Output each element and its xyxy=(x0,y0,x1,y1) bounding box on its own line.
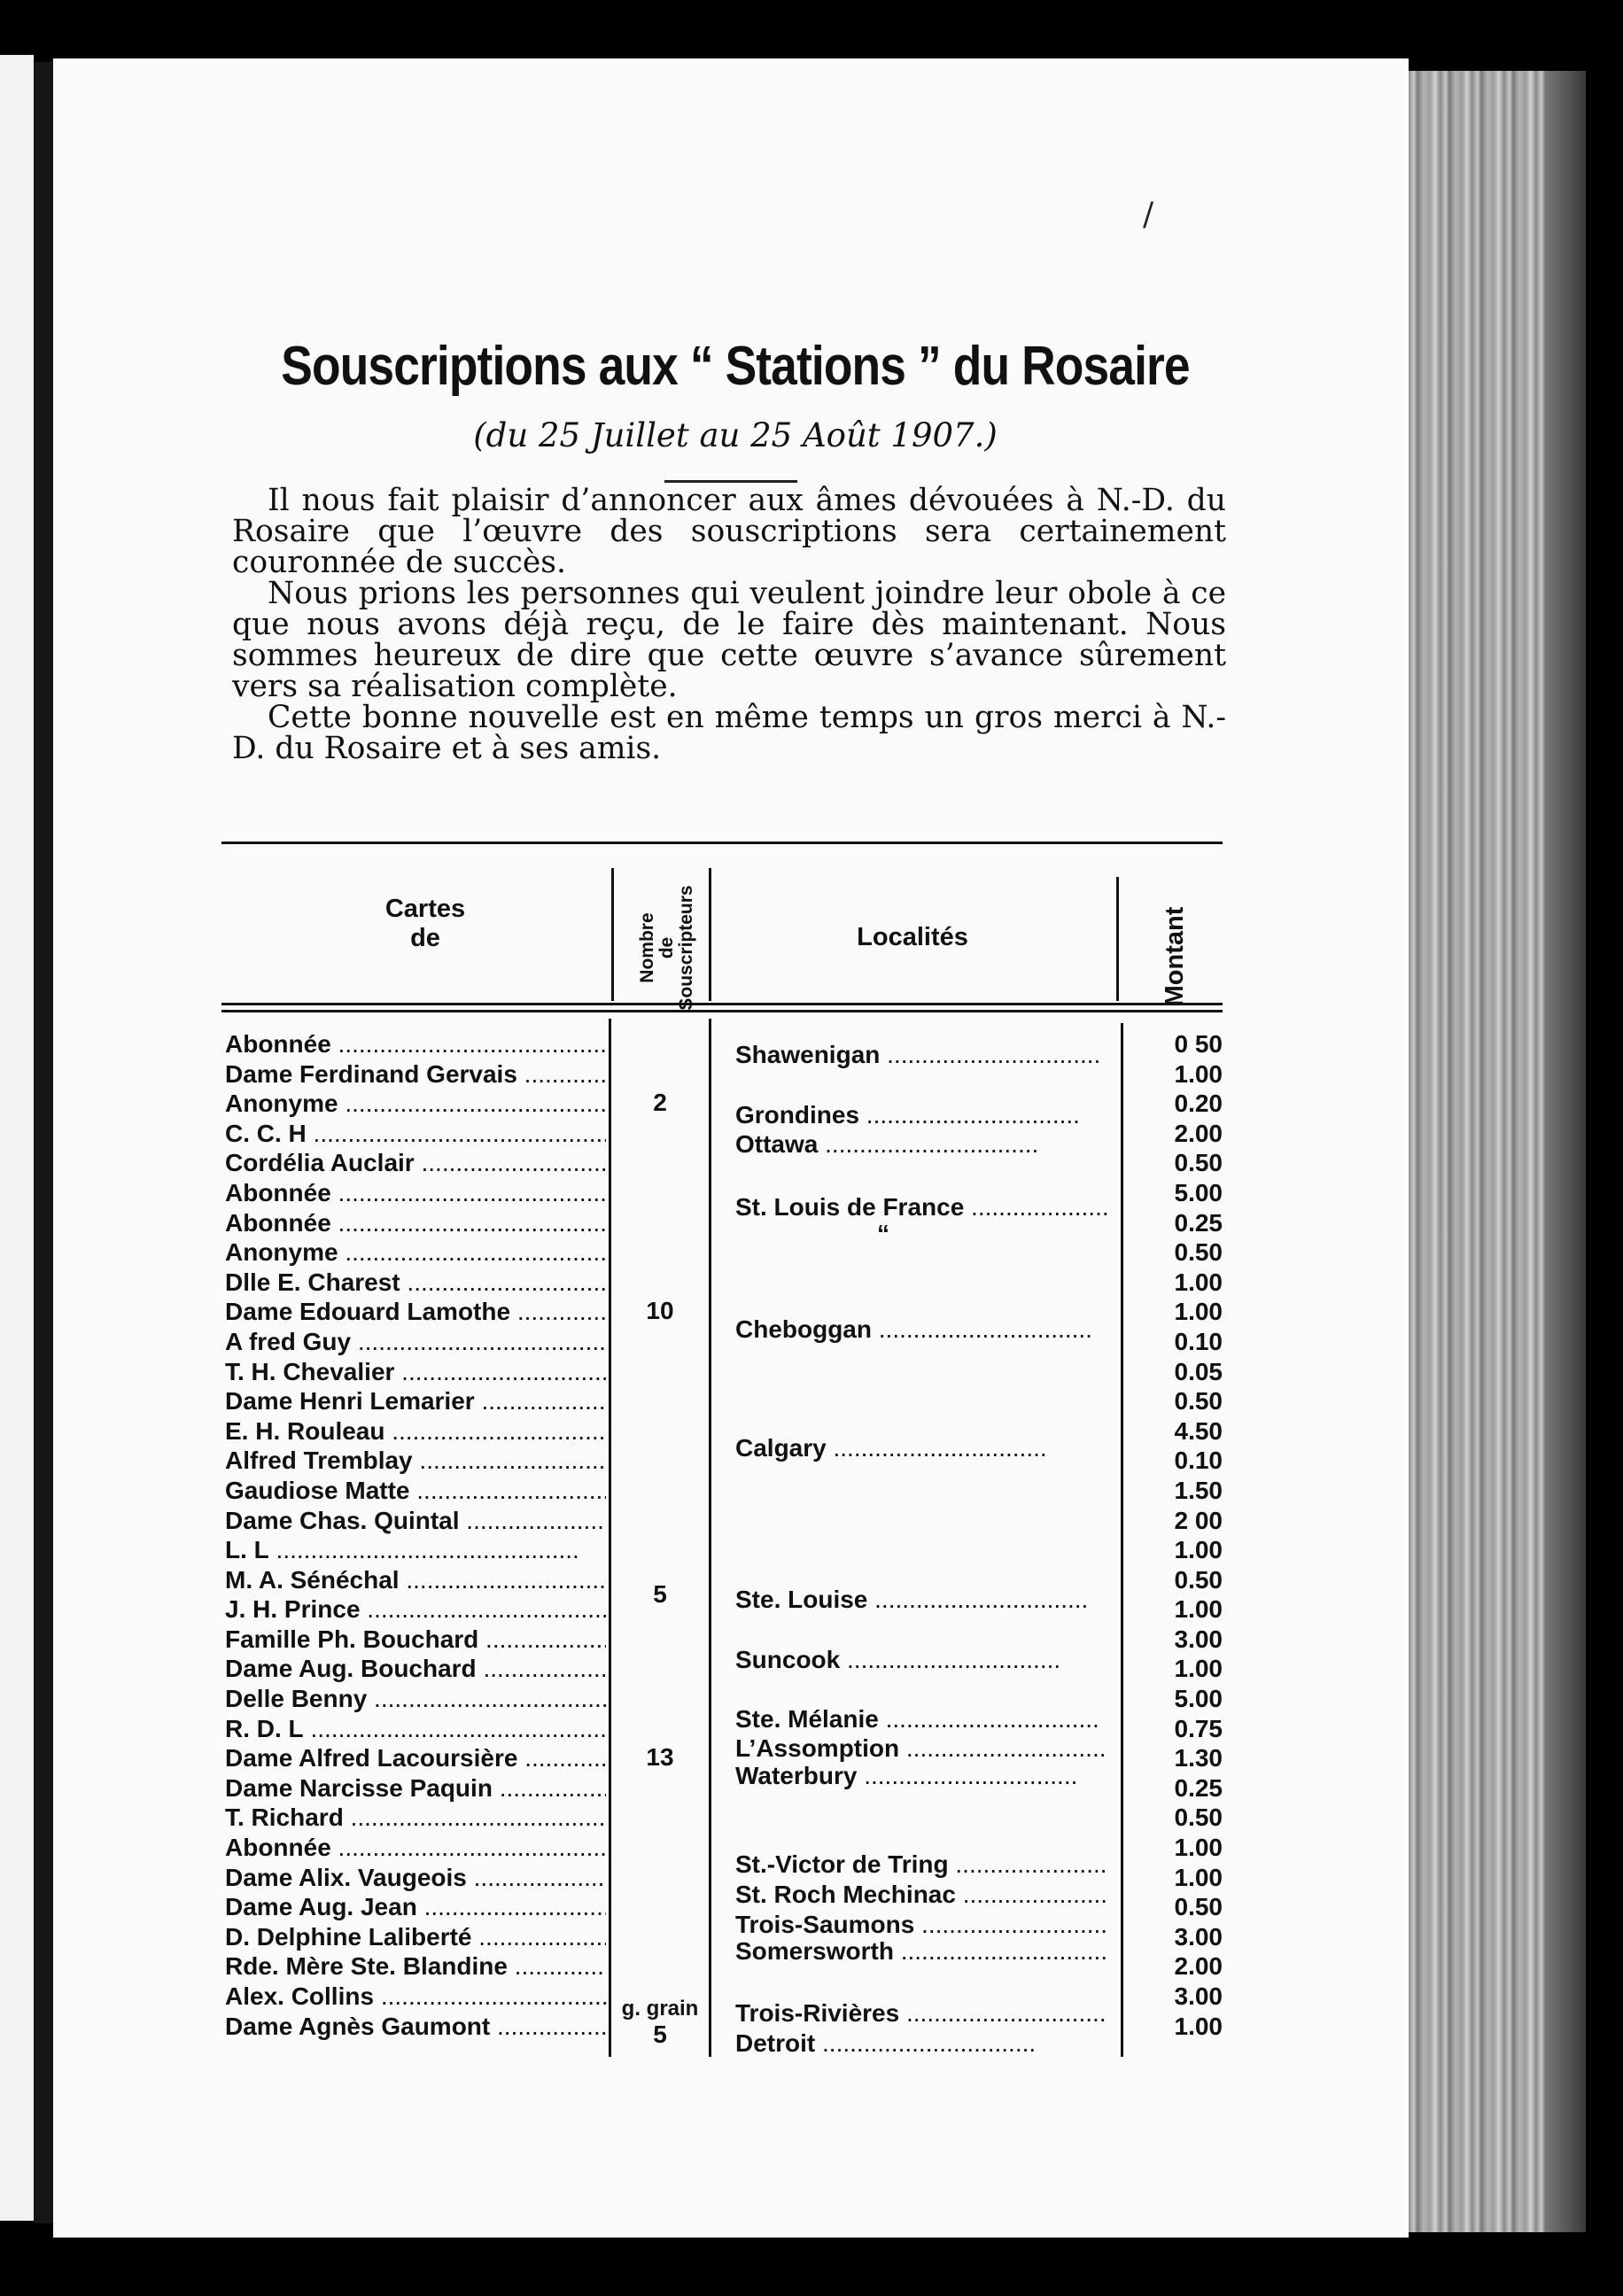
localite-name: St.-Victor de Tring ..... xyxy=(735,1850,1107,1879)
amount-value: 0.50 xyxy=(1174,1387,1223,1416)
subscriber-name: T. H. Chevalier ..... xyxy=(225,1357,606,1387)
localite-name: “ xyxy=(877,1220,889,1248)
subscriber-name: Gaudiose Matte ..... xyxy=(225,1476,606,1506)
subscriber-name: Delle Benny ..... xyxy=(225,1684,606,1714)
localite-name: Cheboggan ..... xyxy=(735,1315,1107,1344)
intro-paragraph: Cette bonne nouvelle est en même temps un gros merci à N.-D. du Rosaire et à ses amis. xyxy=(232,700,1226,766)
amount-value: 3.00 xyxy=(1174,1982,1223,2010)
page-title: Souscriptions aux “ Stations ” du Rosaire xyxy=(281,336,1190,397)
subscriber-count: 13 xyxy=(646,1743,674,1772)
subscriber-name: R. D. L ..... xyxy=(225,1714,606,1744)
subscriber-name: D. Delphine Laliberté ..... xyxy=(225,1922,606,1952)
subscriber-name: Anonyme ..... xyxy=(225,1089,606,1119)
book-gutter xyxy=(34,62,53,2223)
subscriber-name: T. Richard ..... xyxy=(225,1803,606,1833)
localite-name: Calgary ..... xyxy=(735,1434,1107,1462)
subscriptions-table xyxy=(221,842,1223,2064)
header-rule xyxy=(221,1003,1223,1005)
header-nombre-line: de xyxy=(656,936,677,959)
localite-name: L’Assomption ..... xyxy=(735,1734,1107,1763)
column-divider xyxy=(1121,1023,1123,2057)
subscriber-name: Dame Alfred Lacoursière ..... xyxy=(225,1743,606,1773)
column-divider xyxy=(709,868,711,1001)
subscriber-name: Dame Chas. Quintal ..... xyxy=(225,1506,606,1536)
subscriber-count: 5 xyxy=(653,1579,667,1608)
subscriber-name: A fred Guy ..... xyxy=(225,1327,606,1357)
amount-value: 5.00 xyxy=(1174,1178,1223,1206)
intro-paragraph: Il nous fait plaisir d’annoncer aux âmes dévouées à N.-D. du Rosaire que l’œuvre des souscriptions sera certainement couronnée de succès. xyxy=(232,483,1226,580)
amount-value: 1.00 xyxy=(1174,1268,1223,1296)
subscriber-count: g. grain xyxy=(621,1997,699,2021)
subscriber-name: J. H. Prince ..... xyxy=(225,1594,606,1625)
amount-value: 0.10 xyxy=(1174,1447,1223,1475)
subscriber-name: Cordélia Auclair ..... xyxy=(225,1148,606,1178)
amount-value: 1.00 xyxy=(1174,1863,1223,1891)
localite-name: Shawenigan ..... xyxy=(735,1041,1107,1069)
subscriber-name: C. C. H ..... xyxy=(225,1119,606,1149)
subscriber-name: Dame Narcisse Paquin ..... xyxy=(225,1773,606,1803)
amount-value: 1.00 xyxy=(1174,1655,1223,1683)
subscriber-name: Abonnée ..... xyxy=(225,1833,606,1863)
localite-name: Grondines ..... xyxy=(735,1101,1107,1129)
header-nombre xyxy=(638,877,700,1019)
localite-name: Ste. Mélanie ..... xyxy=(735,1705,1107,1734)
subscriber-name: Dame Ferdinand Gervais ..... xyxy=(225,1059,606,1090)
amount-value: 1.00 xyxy=(1174,1595,1223,1624)
amount-value: 2.00 xyxy=(1174,1119,1223,1147)
header-nombre-line: Souscripteurs xyxy=(676,885,696,1011)
intro-text xyxy=(232,485,1226,764)
amount-value: 0.50 xyxy=(1174,1149,1223,1177)
column-divider xyxy=(611,868,614,1001)
amount-value: 1.00 xyxy=(1174,1834,1223,1862)
left-page-edge xyxy=(0,55,34,2221)
header-cartes: Cartes de xyxy=(384,895,466,952)
amount-value: 1.00 xyxy=(1174,1536,1223,1564)
amount-value: 0.25 xyxy=(1174,1208,1223,1237)
margin-mark: / xyxy=(1143,197,1154,233)
header-montant: Montant xyxy=(1161,906,1189,1007)
header-localites: Localités xyxy=(857,923,968,951)
amount-value: 1.50 xyxy=(1174,1476,1223,1504)
amount-value: 2.00 xyxy=(1174,1952,1223,1981)
names-column xyxy=(225,1029,606,2041)
amount-value: 0.50 xyxy=(1174,1565,1223,1594)
amount-value: 1.00 xyxy=(1174,1298,1223,1326)
subscriber-count: 5 xyxy=(653,2020,667,2048)
header-nombre-line: Nombre xyxy=(637,912,657,983)
amount-value: 0.50 xyxy=(1174,1803,1223,1832)
numbers-column xyxy=(611,1029,709,2057)
subscriber-name: Dame Henri Lemarier ..... xyxy=(225,1386,606,1416)
localite-name: Trois-Saumons ..... xyxy=(735,1911,1107,1939)
subscriber-count: 2 xyxy=(653,1089,667,1117)
amount-value: 0.50 xyxy=(1174,1238,1223,1267)
amount-value: 1.30 xyxy=(1174,1744,1223,1772)
amount-value: 1.00 xyxy=(1174,1059,1223,1088)
subscriber-name: Dlle E. Charest ..... xyxy=(225,1268,606,1298)
amount-value: 0 50 xyxy=(1174,1030,1223,1058)
amount-value: 3.00 xyxy=(1174,1922,1223,1951)
column-divider xyxy=(709,1019,711,2057)
localite-name: Waterbury ..... xyxy=(735,1762,1107,1790)
subscriber-count: 10 xyxy=(646,1297,674,1325)
amount-value: 5.00 xyxy=(1174,1685,1223,1713)
subscriber-name: Dame Aug. Jean ..... xyxy=(225,1892,606,1922)
amount-value: 0.25 xyxy=(1174,1773,1223,1802)
amounts-column xyxy=(1134,1029,1223,2041)
page-subtitle: (du 25 Juillet au 25 Août 1907.) xyxy=(473,416,998,454)
localite-name: Somersworth ..... xyxy=(735,1937,1107,1966)
amount-value: 1.00 xyxy=(1174,2012,1223,2040)
localite-name: Ottawa ..... xyxy=(735,1130,1107,1159)
localites-column xyxy=(735,1029,1112,2057)
column-divider xyxy=(1116,877,1119,1001)
subscriber-name: Dame Aug. Bouchard ..... xyxy=(225,1654,606,1684)
subscriber-name: Abonnée ..... xyxy=(225,1029,606,1059)
amount-value: 0.75 xyxy=(1174,1714,1223,1742)
intro-paragraph: Nous prions les personnes qui veulent joindre leur obole à ce que nous avons déjà reçu, de le faire dès maintenant. Nous sommes heureux de dire que cette œuvre s’avance sûrement vers sa réalisation complète. xyxy=(232,576,1226,704)
subscriber-name: Famille Ph. Bouchard ..... xyxy=(225,1625,606,1655)
amount-value: 0.50 xyxy=(1174,1893,1223,1921)
localite-name: Trois-Rivières ..... xyxy=(735,1999,1107,2028)
subscriber-name: Dame Edouard Lamothe ..... xyxy=(225,1297,606,1327)
subscriber-name: Rde. Mère Ste. Blandine ..... xyxy=(225,1951,606,1982)
amount-value: 4.50 xyxy=(1174,1416,1223,1445)
amount-value: 0.20 xyxy=(1174,1090,1223,1118)
table-top-rule xyxy=(221,842,1223,844)
subscriber-name: L. L ..... xyxy=(225,1535,606,1565)
amount-value: 0.10 xyxy=(1174,1327,1223,1355)
page-stack-edge xyxy=(1409,71,1586,2232)
subscriber-name: M. A. Sénéchal ..... xyxy=(225,1565,606,1595)
subscriber-name: Abonnée ..... xyxy=(225,1208,606,1238)
localite-name: St. Louis de France ..... xyxy=(735,1193,1107,1222)
subscriber-name: E. H. Rouleau ..... xyxy=(225,1416,606,1447)
header-rule xyxy=(221,1010,1223,1012)
subscriber-name: Anonyme ..... xyxy=(225,1237,606,1268)
amount-value: 0.05 xyxy=(1174,1357,1223,1385)
amount-value: 2 00 xyxy=(1174,1506,1223,1534)
localite-name: Detroit ..... xyxy=(735,2029,1107,2058)
localite-name: St. Roch Mechinac ..... xyxy=(735,1881,1107,1909)
localite-name: Suncook ..... xyxy=(735,1646,1107,1674)
amount-value: 3.00 xyxy=(1174,1625,1223,1653)
subscriber-name: Dame Agnès Gaumont ..... xyxy=(225,2012,606,2042)
subscriber-name: Alex. Collins ..... xyxy=(225,1982,606,2012)
subscriber-name: Alfred Tremblay ..... xyxy=(225,1446,606,1476)
localite-name: Ste. Louise ..... xyxy=(735,1586,1107,1614)
subscriber-name: Abonnée ..... xyxy=(225,1178,606,1208)
subscriber-name: Dame Alix. Vaugeois ..... xyxy=(225,1863,606,1893)
